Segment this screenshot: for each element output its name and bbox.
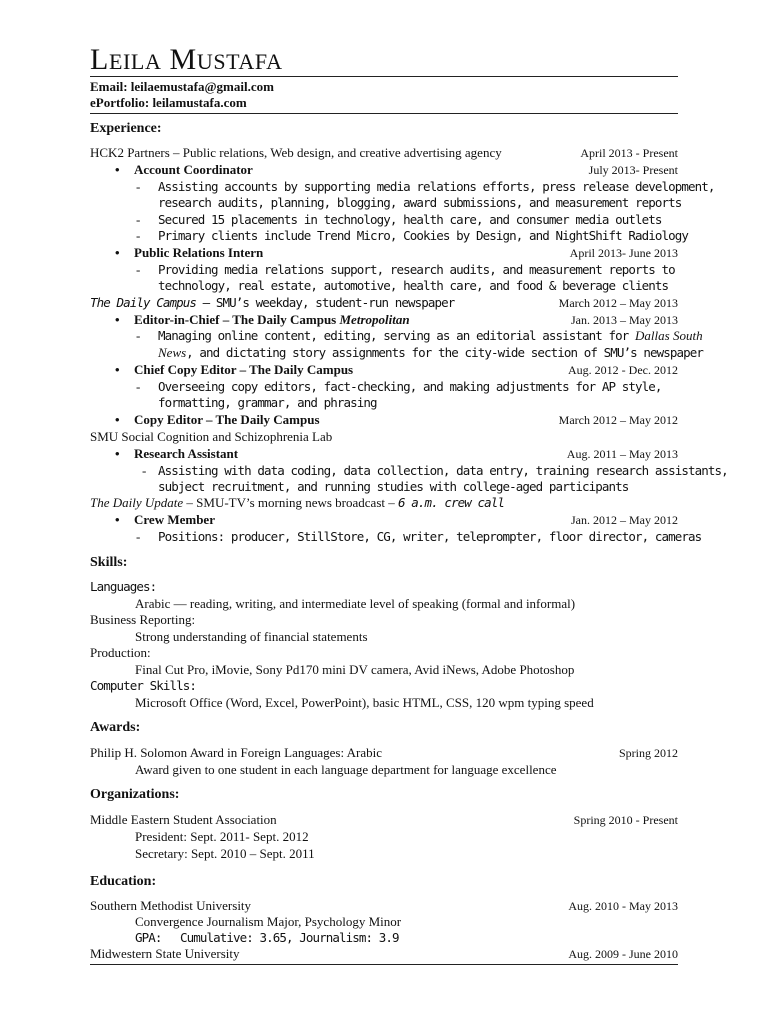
name-part: EILA [108, 49, 162, 74]
skill-label-text: Business Reporting: [90, 612, 196, 627]
eportfolio-line: ePortfolio: leilamustafa.com [90, 95, 247, 110]
org-name-italic: The Daily Update [90, 495, 184, 510]
duty-line [90, 195, 682, 211]
duty-text: Overseeing copy editors, fact-checking, and making adjustments for AP style, [158, 379, 662, 394]
organization-role [90, 846, 678, 862]
dash-icon: - [136, 228, 141, 243]
header-rule-top [90, 76, 678, 77]
date-range: April 2013 - Present [580, 146, 678, 160]
date-range: Spring 2010 - Present [573, 813, 678, 827]
skill-value [90, 695, 678, 711]
duty-line [90, 463, 728, 479]
duty-line [90, 529, 702, 545]
date-range: Aug. 2010 - May 2013 [568, 899, 678, 913]
job-row [90, 162, 678, 178]
duty-text: research audits, planning, blogging, award submissions, and measurement reports [158, 195, 682, 210]
duty-text [158, 328, 703, 344]
job-title: Copy Editor – The Daily Campus [134, 412, 320, 427]
date-range: March 2012 – May 2013 [558, 296, 678, 310]
job-row [90, 446, 678, 462]
experience-org-row [90, 429, 678, 445]
duty-line [90, 278, 678, 294]
dash-icon: - [136, 212, 141, 227]
organization-row [90, 812, 678, 828]
job-row [90, 312, 678, 328]
org-name: HCK2 Partners – Public relations, Web design, and creative advertising agency [90, 145, 502, 160]
org-name-rest: – SMU-TV’s morning news broadcast – [183, 495, 398, 510]
date-range: Spring 2012 [618, 746, 678, 760]
organization-role [90, 829, 678, 845]
candidate-name [90, 44, 283, 78]
job-title: Crew Member [134, 512, 215, 527]
name-initial: L [90, 43, 109, 76]
bullet-icon: • [115, 446, 120, 461]
experience-heading: Experience: [90, 121, 162, 136]
duty-line [90, 212, 678, 228]
bullet-icon: • [115, 312, 120, 327]
org-name-rest: – SMU’s weekday, student-run newspaper [196, 295, 455, 310]
dash-icon: - [136, 328, 141, 343]
email-line: Email: leilaemustafa@gmail.com [90, 79, 274, 94]
duty-text: Secured 15 placements in technology, health care, and consumer media outlets [158, 212, 662, 227]
date-range: Jan. 2012 – May 2012 [571, 513, 678, 527]
job-title: Account Coordinator [134, 162, 253, 177]
date-range: Aug. 2011 – May 2013 [566, 447, 678, 461]
publication-name: News [158, 345, 187, 360]
job-row [90, 512, 678, 528]
dash-icon: - [136, 179, 141, 194]
resume-page [90, 0, 728, 1024]
skill-value [90, 596, 678, 612]
org-name-italic: 6 a.m. crew call [398, 495, 505, 510]
skill-label [90, 678, 678, 694]
education-row [90, 946, 678, 962]
job-title: Research Assistant [134, 446, 239, 461]
bullet-icon: • [115, 412, 120, 427]
date-range: Jan. 2013 – May 2013 [571, 313, 678, 327]
awards-heading: Awards: [90, 720, 141, 735]
skill-value [90, 629, 678, 645]
skill-value-text: Microsoft Office (Word, Excel, PowerPoint), basic HTML, CSS, 120 wpm typing speed [135, 695, 594, 710]
job-title-italic: Metropolitan [339, 312, 410, 327]
name-initial: M [169, 43, 197, 76]
organization-name: Middle Eastern Student Association [90, 812, 277, 827]
duty-text: Assisting accounts by supporting media relations efforts, press release development, [158, 179, 715, 194]
duty-line [90, 345, 703, 361]
skill-value-text: Arabic — reading, writing, and intermediate level of speaking (formal and informal) [135, 596, 576, 611]
date-range: April 2013- June 2013 [569, 246, 678, 260]
header-rule-bottom [90, 113, 678, 114]
skill-value [90, 662, 678, 678]
bullet-icon: • [115, 245, 120, 260]
skill-label [90, 579, 678, 595]
duty-line [90, 228, 689, 244]
duty-text: Positions: producer, StillStore, CG, writer, teleprompter, floor director, cameras [158, 529, 702, 544]
skill-label-text: Languages: [90, 579, 157, 594]
skill-label-text: Computer Skills: [90, 678, 197, 693]
org-name [90, 495, 504, 511]
award-description-text: Award given to one student in each language department for language excellence [135, 762, 557, 777]
job-title: Public Relations Intern [134, 245, 264, 260]
bullet-icon: • [115, 162, 120, 177]
footer-rule [90, 964, 678, 965]
name-part: USTAFA [196, 49, 283, 74]
award-name: Philip H. Solomon Award in Foreign Languages: Arabic [90, 745, 382, 760]
org-name-italic: The Daily Campus [90, 295, 197, 310]
skill-value-text: Strong understanding of financial statements [135, 629, 368, 644]
gpa-value: Cumulative: 3.65, Journalism: 3.9 [180, 930, 399, 945]
education-detail [90, 914, 678, 930]
job-row [90, 412, 678, 428]
org-name [90, 295, 454, 311]
date-range: July 2013- Present [588, 163, 678, 177]
job-title-text: Editor-in-Chief – The Daily Campus [134, 312, 340, 327]
education-heading: Education: [90, 874, 157, 889]
publication-name: Dallas South [635, 328, 703, 343]
duty-line [90, 262, 678, 278]
duty-text-part: , and dictating story assignments for the city-wide section of SMU’s newspaper [186, 345, 703, 360]
duty-line [90, 479, 678, 495]
duty-text-part: Managing online content, editing, serving as an editorial assistant for [158, 328, 636, 343]
school-name: Midwestern State University [90, 946, 240, 961]
job-row [90, 362, 678, 378]
duty-text: technology, real estate, automotive, health care, and food & beverage clients [158, 278, 669, 293]
duty-line [90, 328, 703, 344]
dash-icon: - [136, 379, 141, 394]
award-row [90, 745, 678, 761]
experience-org-row [90, 295, 678, 311]
dash-icon: - [136, 529, 141, 544]
duty-text: Providing media relations support, research audits, and measurement reports to [158, 262, 675, 277]
job-row [90, 245, 678, 261]
duty-text: formatting, grammar, and phrasing [158, 395, 377, 410]
date-range: Aug. 2009 - June 2010 [568, 947, 678, 961]
skill-label-text: Production: [90, 645, 151, 660]
bullet-icon: • [115, 362, 120, 377]
major-text: Convergence Journalism Major, Psychology Minor [135, 914, 402, 929]
skill-label [90, 612, 678, 628]
date-range: Aug. 2012 - Dec. 2012 [568, 363, 678, 377]
dash-icon: - [136, 262, 141, 277]
experience-org-row [90, 495, 678, 511]
dash-icon: - [142, 463, 147, 478]
duty-line [90, 395, 678, 411]
duty-text [158, 345, 703, 361]
education-detail [90, 930, 678, 946]
education-row [90, 898, 678, 914]
skills-heading: Skills: [90, 555, 128, 570]
award-description [90, 762, 678, 778]
job-title [134, 312, 410, 328]
duty-line [90, 379, 678, 395]
duty-text: subject recruitment, and running studies with college-aged participants [158, 479, 629, 494]
experience-org-row [90, 145, 678, 161]
bullet-icon: • [115, 512, 120, 527]
gpa-label: GPA: [135, 930, 162, 945]
job-title: Chief Copy Editor – The Daily Campus [134, 362, 354, 377]
skill-label [90, 645, 678, 661]
org-name: SMU Social Cognition and Schizophrenia Lab [90, 429, 333, 444]
organization-role-text: Secretary: Sept. 2010 – Sept. 2011 [135, 846, 315, 861]
skill-value-text: Final Cut Pro, iMovie, Sony Pd170 mini DV camera, Avid iNews, Adobe Photoshop [135, 662, 575, 677]
date-range: March 2012 – May 2012 [558, 413, 678, 427]
duty-line [90, 179, 715, 195]
organizations-heading: Organizations: [90, 787, 180, 802]
duty-text: Primary clients include Trend Micro, Cookies by Design, and NightShift Radiology [158, 228, 689, 243]
school-name: Southern Methodist University [90, 898, 252, 913]
organization-role-text: President: Sept. 2011- Sept. 2012 [135, 829, 309, 844]
duty-text: Assisting with data coding, data collection, data entry, training research assistants, [158, 463, 728, 478]
